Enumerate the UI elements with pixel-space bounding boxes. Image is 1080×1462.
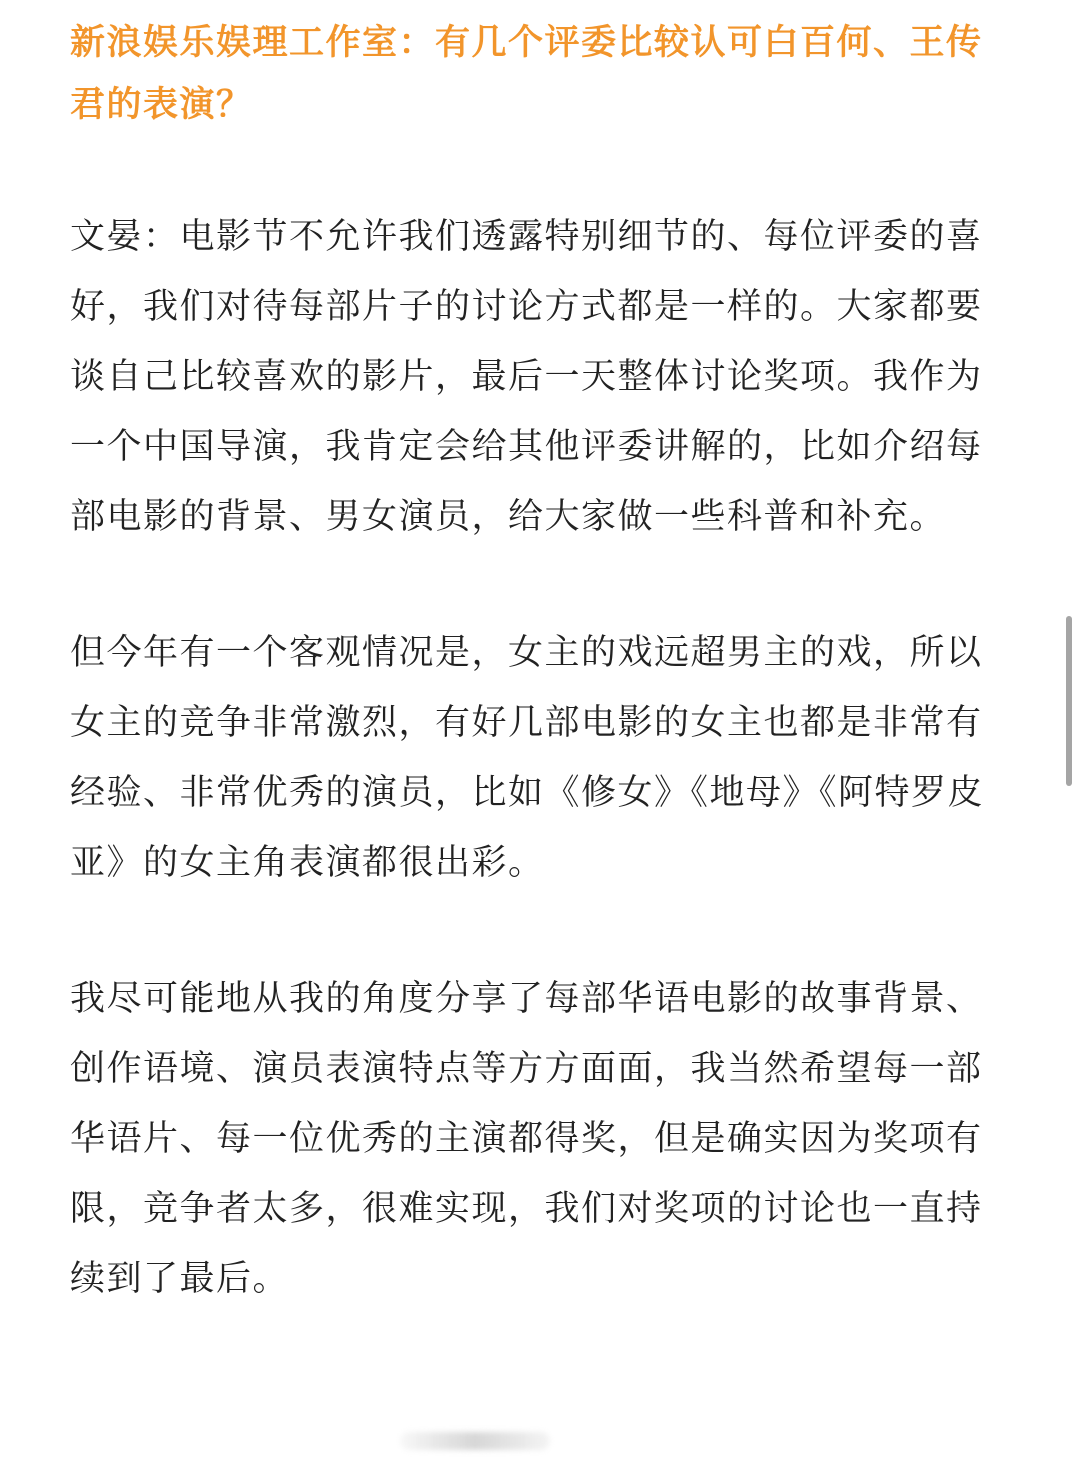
answer-paragraph-2: 但今年有一个客观情况是，女主的戏远超男主的戏，所以女主的竞争非常激烈，有好几部电影的女主也都是非常有经验、非常优秀的演员，比如《修女》《地母》《阿特罗皮亚》的女主角表演都很出彩。	[70, 633, 985, 883]
answer-paragraph-1: 文晏：电影节不允许我们透露特别细节的、每位评委的喜好，我们对待每部片子的讨论方式都是一样的。大家都要谈自己比较喜欢的影片，最后一天整体讨论奖项。我作为一个中国导演，我肯定会给其他评委讲解的，比如介绍每部电影的背景、男女演员，给大家做一些科普和补充。	[70, 217, 983, 537]
answer-paragraph-3: 我尽可能地从我的角度分享了每部华语电影的故事背景、创作语境、演员表演特点等方方面面，我当然希望每一部华语片、每一位优秀的主演都得奖，但是确实因为奖项有限，竞争者太多，很难实现，我们对奖项的讨论也一直持续到了最后。	[70, 979, 983, 1299]
scrollbar-thumb[interactable]	[1066, 616, 1072, 786]
watermark-mark	[400, 1432, 550, 1450]
interview-question: 新浪娱乐娱理工作室：有几个评委比较认可白百何、王传君的表演？	[70, 23, 983, 125]
article-content	[70, 12, 1010, 1380]
